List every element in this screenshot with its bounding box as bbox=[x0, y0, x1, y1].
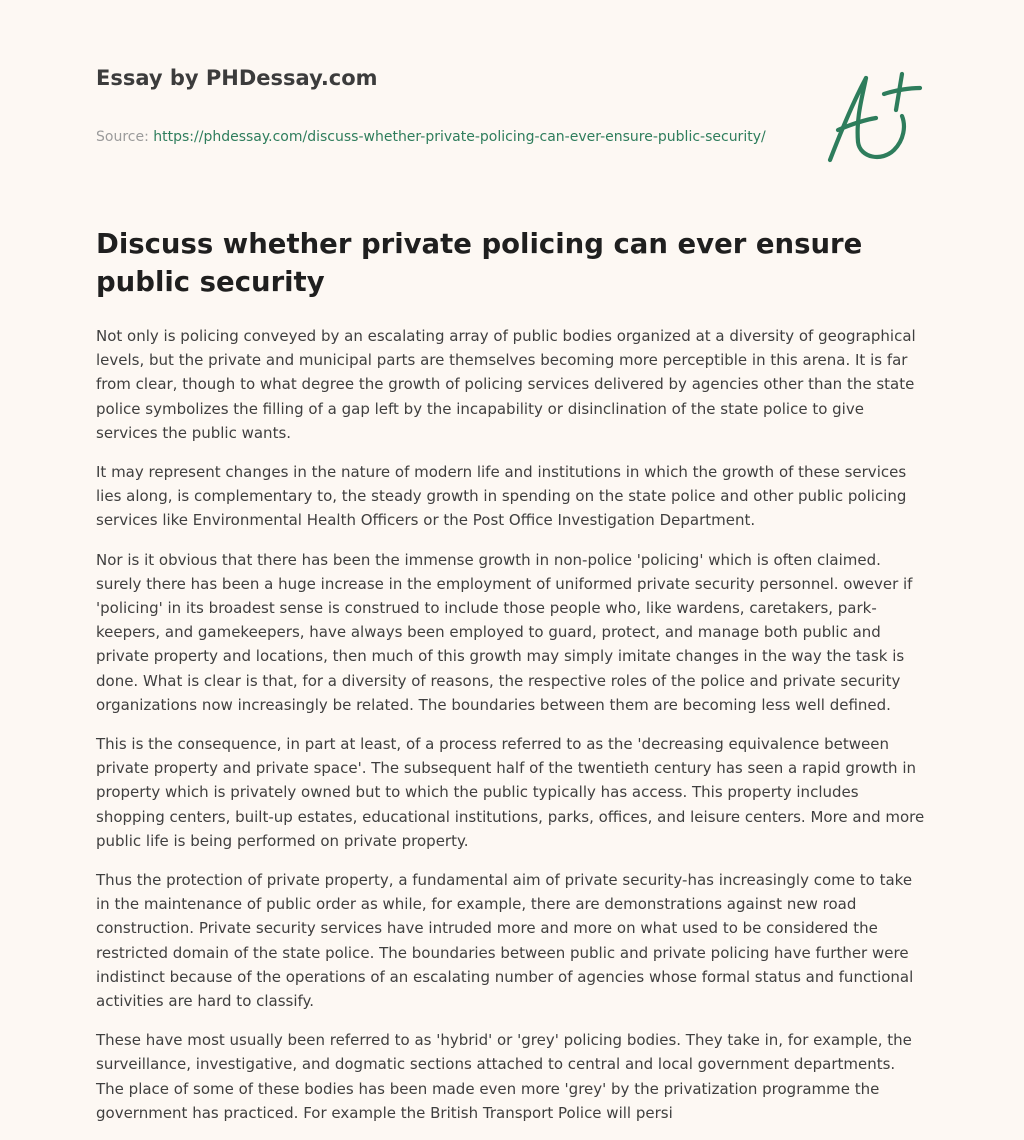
essay-paragraph: It may represent changes in the nature of modern life and institutions in which the growth of these services lies along, is complementary to, the steady growth in spending on the state police and other public policing services like Environmental Health Officers or the Post Office Investigation Department. bbox=[96, 463, 907, 530]
essay-paragraph: Thus the protection of private property, a fundamental aim of private security-has increasingly come to take in the maintenance of public order as while, for example, there are demonstrations against new road construction. Private security services have intruded more and more on what used to be considered the restricted domain of the state police. The boundaries between public and private policing have further were indistinct because of the operations of an escalating number of agencies whose formal status and functional activities are hard to classify. bbox=[96, 871, 914, 1011]
essay-body bbox=[96, 324, 927, 1140]
essay-paragraph: Nor is it obvious that there has been the immense growth in non-police 'policing' which is often claimed. surely there has been a huge increase in the employment of uniformed private security personnel. owever if 'policing' in its broadest sense is construed to include those people who, like wardens, caretakers, park-keepers, and gamekeepers, have always been employed to guard, protect, and manage both public and private property and locations, then much of this growth may simply imitate changes in the way the task is done. What is clear is that, for a diversity of reasons, the respective roles of the police and private security organizations now increasingly be related. The boundaries between them are becoming less well defined. bbox=[96, 550, 913, 714]
site-brand: Essay by PHDessay.com bbox=[96, 66, 378, 90]
essay-paragraph: This is the consequence, in part at least, of a process referred to as the 'decreasing equivalence between private property and private space'. The subsequent half of the twentieth century has seen a rapid growth in property which is privately owned but to which the public typically has access. This property includes shopping centers, built-up estates, educational institutions, parks, offices, and leisure centers. More and more public life is being performed on private property. bbox=[96, 735, 925, 850]
essay-paragraph: These have most usually been referred to as 'hybrid' or 'grey' policing bodies. They take in, for example, the surveillance, investigative, and dogmatic sections attached to central and local government departments. The place of some of these bodies has been made even more 'grey' by the privatization programme the government has practiced. For example the British Transport Police will persi bbox=[96, 1031, 912, 1122]
page-header bbox=[96, 62, 796, 148]
essay-title: Discuss whether private policing can ever ensure public security bbox=[96, 228, 863, 298]
source-link[interactable]: https://phdessay.com/discuss-whether-private-policing-can-ever-ensure-public-security/ bbox=[153, 129, 766, 145]
essay-paragraph: Not only is policing conveyed by an escalating array of public bodies organized at a diversity of geographical levels, but the private and municipal parts are themselves becoming more perceptible in this arena. It is far from clear, though to what degree the growth of policing services delivered by agencies other than the state police symbolizes the filling of a gap left by the incapability or disinclination of the state police to give services the public wants. bbox=[96, 327, 916, 442]
a-plus-grade-icon bbox=[822, 68, 926, 164]
source-line bbox=[96, 126, 776, 148]
source-label: Source: bbox=[96, 129, 154, 145]
